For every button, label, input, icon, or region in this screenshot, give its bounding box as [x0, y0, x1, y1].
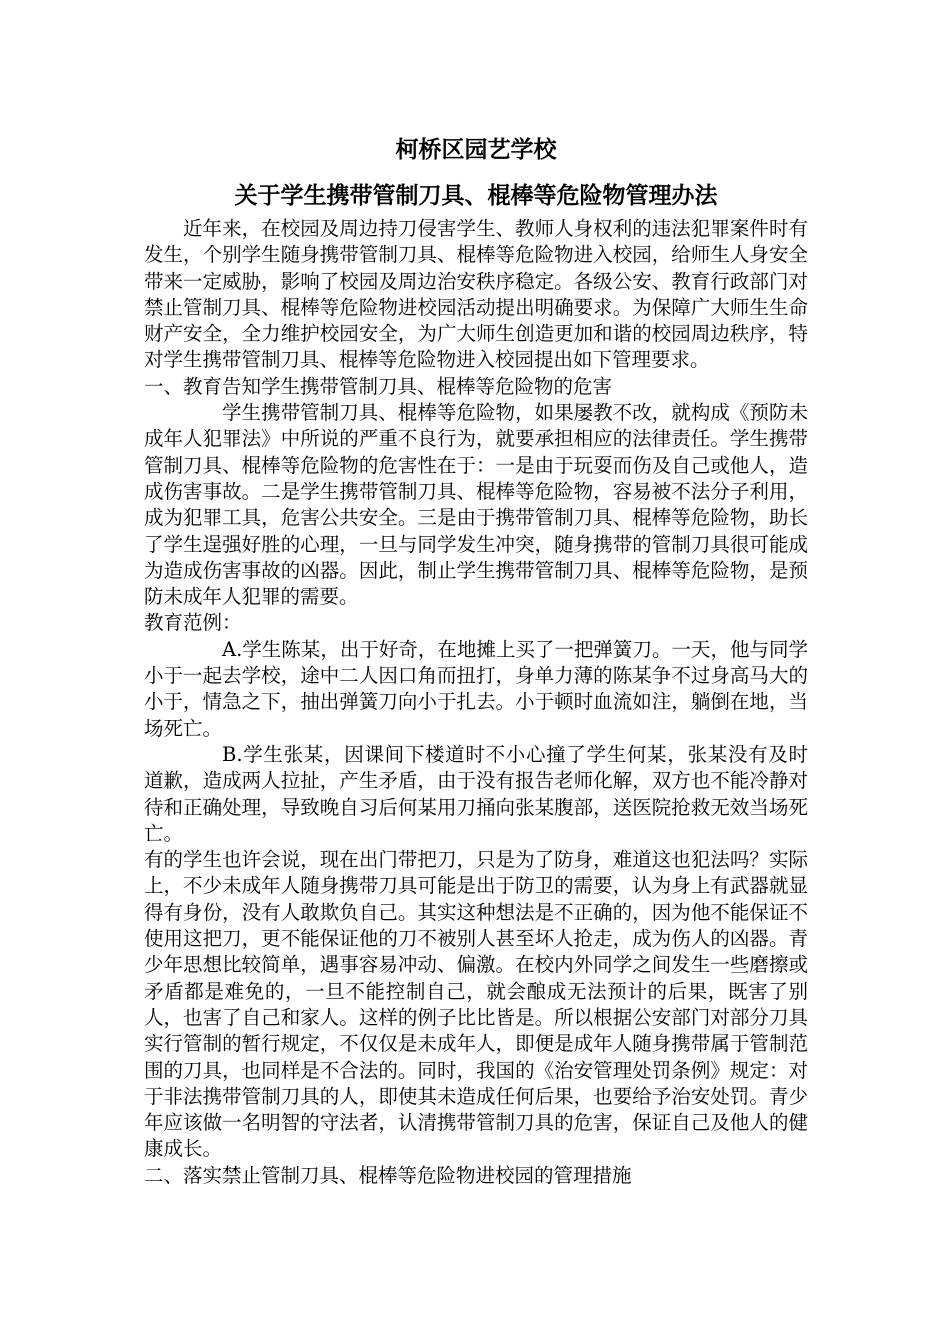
example-b: B.学生张某，因课间下楼道时不小心撞了学生何某，张某没有及时道歉，造成两人拉扯，产生矛盾，由于没有报告老师化解，双方也不能冷静对待和正确处理，导致晚自习后何某用刀捅向张某腹部，送医院抢救无效当场死亡。: [144, 742, 808, 845]
intro-paragraph: 近年来，在校园及周边持刀侵害学生、教师人身权利的违法犯罪案件时有发生，个别学生随身携带管制刀具、棍棒等危险物进入校园，给师生人身安全带来一定威胁，影响了校园及周边治安秩序稳定。各级公安、教育行政部门对禁止管制刀具、棍棒等危险物进校园活动提出明确要求。为保障广大师生生命财产安全，全力维护校园安全，为广大师生创造更加和谐的校园周边秩序，特对学生携带管制刀具、棍棒等危险物进入校园提出如下管理要求。: [144, 217, 808, 372]
document-title: 关于学生携带管制刀具、棍棒等危险物管理办法: [234, 182, 718, 209]
discussion-paragraph: 有的学生也许会说，现在出门带把刀，只是为了防身，难道这也犯法吗？实际上，不少未成年人随身携带刀具可能是出于防卫的需要，认为身上有武器就显得有身份，没有人敢欺负自己。其实这种想法是不正确的，因为他不能保证不使用这把刀，更不能保证他的刀不被别人甚至坏人抢走，成为伤人的凶器。青少年思想比较简单，遇事容易冲动、偏激。在校内外同学之间发生一些磨擦或矛盾都是难免的，一旦不能控制自己，就会酿成无法预计的后果，既害了别人，也害了自己和家人。这样的例子比比皆是。所以根据公安部门对部分刀具实行管制的暂行规定，不仅仅是未成年人，即便是成年人随身携带属于管制范围的刀具，也同样是不合法的。同时，我国的《治安管理处罚条例》规定：对于非法携带管制刀具的人，即使其未造成任何后果，也要给予治安处罚。青少年应该做一名明智的守法者，认清携带管制刀具的危害，保证自己及他人的健康成长。: [144, 848, 808, 1161]
section-1-heading: 一、教育告知学生携带管制刀具、棍棒等危险物的危害: [144, 374, 613, 398]
section-1-body: 学生携带管制刀具、棍棒等危险物，如果屡教不改，就构成《预防未成年人犯罪法》中所说的严重不良行为，就要承担相应的法律责任。学生携带管制刀具、棍棒等危险物的危害性在于：一是由于玩耍而伤及自己或他人，造成伤害事故。二是学生携带管制刀具、棍棒等危险物，容易被不法分子利用，成为犯罪工具，危害公共安全。三是由于携带管制刀具、棍棒等危险物，助长了学生逞强好胜的心理，一旦与同学发生冲突，随身携带的管制刀具很可能成为造成伤害事故的凶器。因此，制止学生携带管制刀具、棍棒等危险物，是预防未成年人犯罪的需要。: [144, 401, 808, 609]
example-a: A.学生陈某，出于好奇，在地摊上买了一把弹簧刀。一天，他与同学小于一起去学校，途中二人因口角而扭打，身单力薄的陈某争不过身高马大的小于，情急之下，抽出弹簧刀向小于扎去。小于顿时血流如注，躺倒在地，当场死亡。: [144, 637, 808, 740]
document-page: [144, 132, 808, 1189]
section-2-heading: 二、落实禁止管制刀具、棍棒等危险物进校园的管理措施: [144, 1163, 632, 1187]
school-title: 柯桥区园艺学校: [395, 136, 557, 163]
examples-label: 教育范例：: [144, 611, 242, 635]
